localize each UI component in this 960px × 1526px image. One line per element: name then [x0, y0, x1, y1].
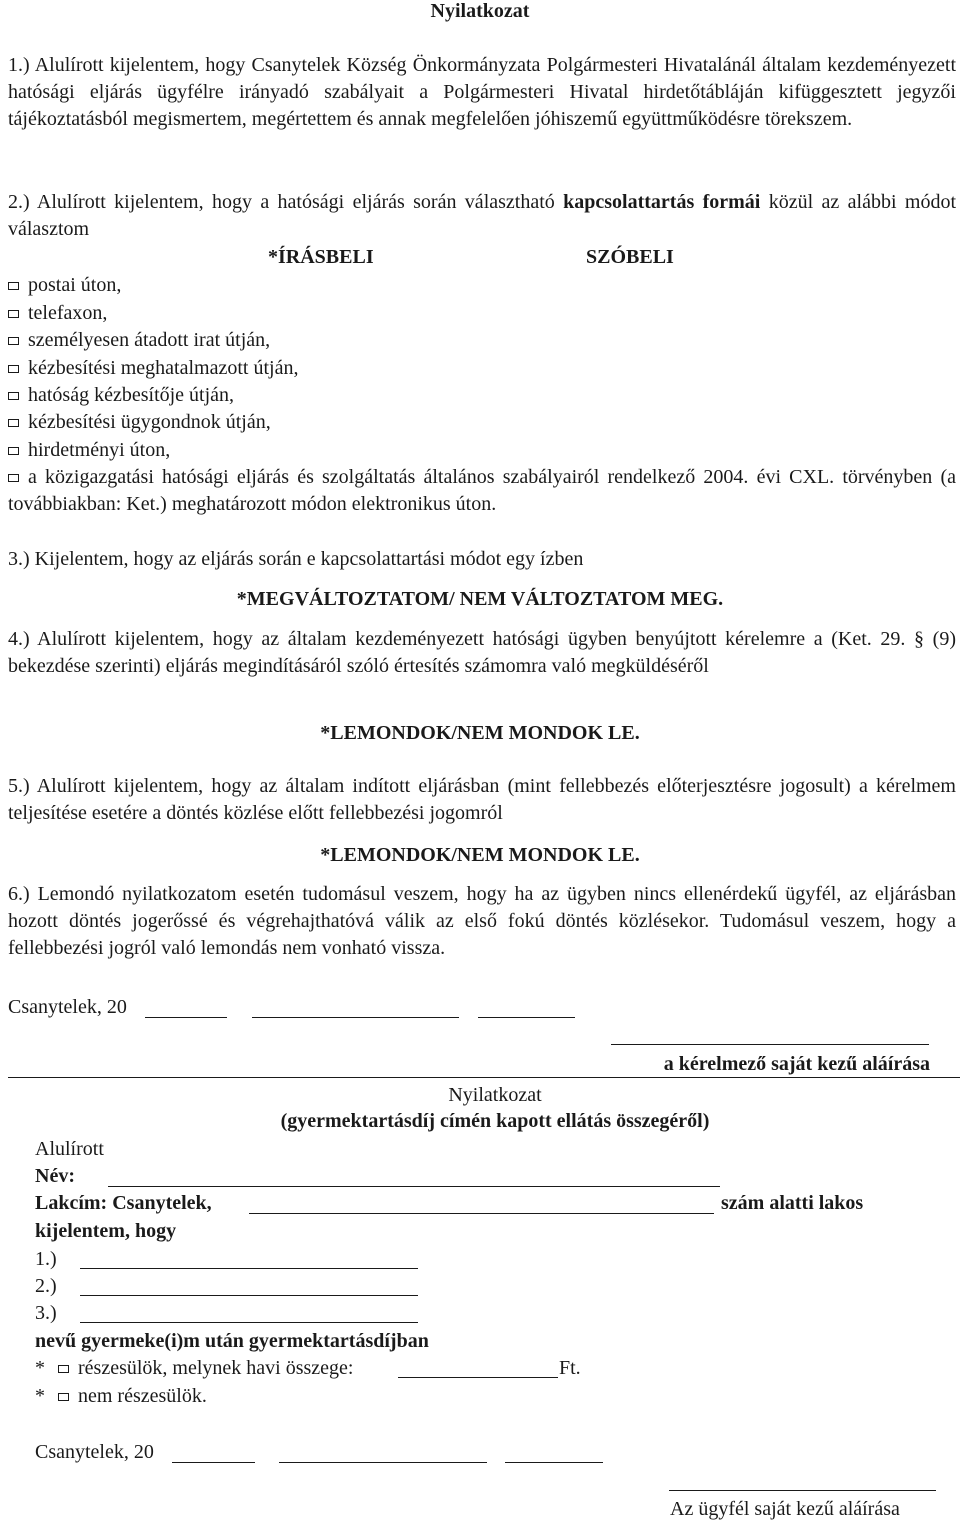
second-title: Nyilatkozat — [448, 1084, 542, 1106]
child-name-field[interactable] — [80, 1295, 418, 1296]
checkbox-icon[interactable] — [8, 419, 19, 427]
signature-line-1[interactable] — [611, 1044, 929, 1045]
date-year-blank[interactable] — [145, 1017, 227, 1018]
date-line-1 — [8, 994, 127, 1021]
name-field[interactable] — [108, 1186, 720, 1187]
address-label: Lakcím: Csanytelek, — [35, 1192, 212, 1214]
document-title: Nyilatkozat — [430, 0, 530, 22]
choice-waive-notice: *LEMONDOK/NEM MONDOK LE. — [320, 722, 640, 744]
checkbox-icon[interactable] — [8, 337, 19, 345]
paragraph-2 — [8, 189, 956, 243]
column-oral: SZÓBELI — [586, 246, 674, 268]
paragraph-5: 5.) Alulírott kijelentem, hogy az általam indított eljárásban (mint fellebbezés előterjesztésre jogosult) a kérelmem teljesítése esetére a döntés közlése előtt fellebbezési jogomról — [8, 775, 956, 824]
option-item[interactable]: kézbesítési ügygondnok útján, — [8, 409, 271, 436]
checkbox-icon[interactable] — [8, 365, 19, 373]
child-item-label: 3.) — [35, 1302, 57, 1324]
option-item[interactable]: a közigazgatási hatósági eljárás és szolgáltatás általános szabályairól rendelkező 2004. évi CXL. törvényben (a továbbiakban: Ket.) meghatározott módon elektronikus úton. — [8, 466, 956, 515]
option-item[interactable]: hatóság kézbesítője útján, — [8, 382, 234, 409]
option-item[interactable]: kézbesítési meghatalmazott útján, — [8, 355, 298, 382]
checkbox-icon[interactable] — [8, 392, 19, 400]
choice-waive-appeal: *LEMONDOK/NEM MONDOK LE. — [320, 844, 640, 866]
date-day-blank[interactable] — [505, 1462, 603, 1463]
declare-label: kijelentem, hogy — [35, 1220, 177, 1242]
option-item[interactable]: postai úton, — [8, 272, 121, 299]
choice-change: *MEGVÁLTOZTATOM/ NEM VÁLTOZTATOM MEG. — [236, 588, 724, 610]
date-month-blank[interactable] — [279, 1462, 487, 1463]
date-month-blank[interactable] — [252, 1017, 459, 1018]
option-item[interactable]: telefaxon, — [8, 300, 107, 327]
address-field[interactable] — [249, 1213, 714, 1214]
checkbox-icon[interactable] — [8, 310, 19, 318]
section-divider — [8, 1077, 960, 1078]
signature-label-2: Az ügyfél saját kezű aláírása — [670, 1498, 900, 1520]
second-subtitle: (gyermektartásdíj címén kapott ellátás összegéről) — [280, 1110, 710, 1132]
date-year-blank[interactable] — [172, 1462, 255, 1463]
amount-field[interactable] — [398, 1377, 558, 1378]
name-label: Név: — [35, 1165, 75, 1187]
child-name-field[interactable] — [80, 1268, 418, 1269]
paragraph-2-prefix: 2.) Alulírott kijelentem, hogy a hatósági eljárás során választható — [8, 191, 564, 213]
signature-label-1: a kérelmező saját kezű aláírása — [663, 1053, 930, 1075]
currency-label: Ft. — [559, 1357, 581, 1379]
option-item[interactable]: hirdetményi úton, — [8, 437, 170, 464]
date-line-2: Csanytelek, 20 — [35, 1441, 154, 1463]
checkbox-icon[interactable] — [8, 282, 19, 290]
paragraph-1: 1.) Alulírott kijelentem, hogy Csanytelek Község Önkormányzata Polgármesteri Hivatalánál általam kezdeményezett hatósági eljárás ügyfélre irányadó szabályait a Polgármesteri Hivatal hirdetőtábláján kifüggesztett jegyzői tájékoztatásból megismertem, megértettem és annak megfelelően jóhiszemű együttműködésre törekszem. — [8, 54, 956, 130]
address-suffix: szám alatti lakos — [721, 1192, 864, 1214]
signature-line-2[interactable] — [669, 1490, 936, 1491]
undersigned-label: Alulírott — [35, 1138, 104, 1160]
date-label: Csanytelek, 20 — [8, 996, 127, 1018]
support-option-not-receive[interactable]: * nem részesülök. — [35, 1385, 207, 1407]
child-support-label: nevű gyermeke(i)m után gyermektartásdíjban — [35, 1330, 429, 1352]
checkbox-icon[interactable] — [58, 1393, 69, 1401]
checkbox-icon[interactable] — [8, 447, 19, 455]
paragraph-2-suffix: közül az alábbi módot választom — [8, 191, 957, 240]
support-option-receive[interactable]: * részesülök, melynek havi összege: — [35, 1357, 354, 1379]
paragraph-4: 4.) Alulírott kijelentem, hogy az általam kezdeményezett hatósági ügyben benyújtott kérelemre a (Ket. 29. § (9) bekezdése szerinti) eljárás megindításáról szóló értesítés számomra való megküldéséről — [8, 628, 956, 677]
child-name-field[interactable] — [80, 1322, 418, 1323]
paragraph-6: 6.) Lemondó nyilatkozatom esetén tudomásul veszem, hogy ha az ügyben nincs ellenérdekű ügyfél, az eljárásban hozott döntés jogerőssé és végrehajthatóvá válik az első fokú döntés közlésekor. Tudomásul veszem, hogy a fellebbezési jogról való lemondás nem vonható vissza. — [8, 883, 956, 959]
checkbox-icon[interactable] — [58, 1365, 69, 1373]
checkbox-icon[interactable] — [8, 474, 19, 482]
paragraph-2-bold: kapcsolattartás formái — [563, 191, 761, 213]
date-day-blank[interactable] — [478, 1017, 575, 1018]
paragraph-3: 3.) Kijelentem, hogy az eljárás során e kapcsolattartási módot egy ízben — [8, 548, 584, 570]
column-written: *ÍRÁSBELI — [268, 246, 374, 268]
child-item-label: 1.) — [35, 1248, 57, 1270]
option-item[interactable]: személyesen átadott irat útján, — [8, 327, 270, 354]
child-item-label: 2.) — [35, 1275, 57, 1297]
